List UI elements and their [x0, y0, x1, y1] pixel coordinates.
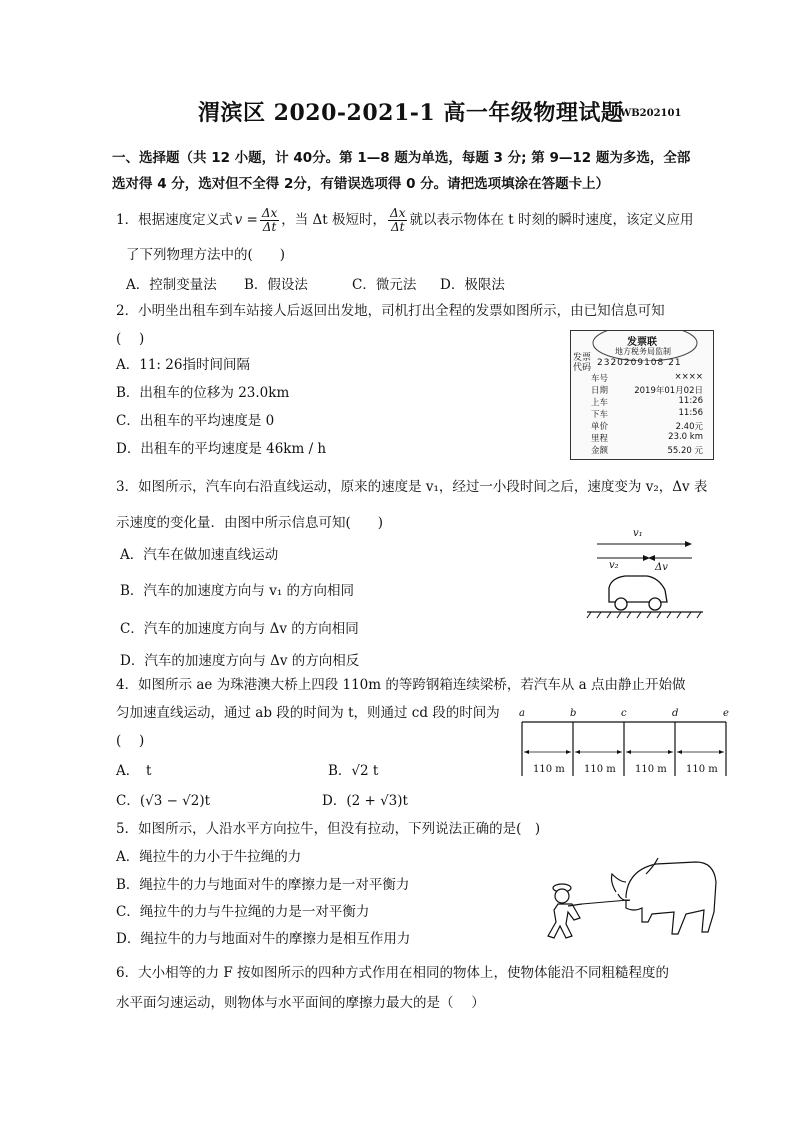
receipt-row — [591, 408, 703, 420]
q5-option-d: D．绳拉牛的力与地面对牛的摩擦力是相互作用力 — [116, 931, 411, 947]
q3-option-c: C．汽车的加速度方向与 Δv 的方向相同 — [120, 621, 359, 637]
q3-stem-line2: 示速度的变化量．由图中所示信息可知( ) — [116, 515, 384, 531]
q5-option-c: C．绳拉牛的力与牛拉绳的力是一对平衡力 — [116, 904, 370, 920]
v2-arrow — [597, 555, 650, 561]
receipt-row — [591, 384, 703, 396]
bridge-point-b: b — [570, 708, 577, 719]
exam-code: WB202101 — [620, 108, 682, 119]
section1-line1: 一、选择题（共 12 小题，计 40分。第 1—8 题为单选，每题 3 分; 第 9—12 题为多选，全部 — [112, 150, 691, 166]
q1-line1 — [116, 202, 693, 238]
receipt-key: 上车 — [591, 398, 609, 408]
section1-line2: 选对得 4 分，选对但不全得 2分，有错误选项得 0 分。请把选项填涂在答题卡上） — [112, 176, 610, 192]
receipt-key: 下车 — [591, 410, 609, 420]
receipt-key: 单价 — [591, 422, 609, 432]
bridge-point-e: e — [723, 708, 729, 719]
receipt-value: 55.20 元 — [667, 446, 703, 456]
label-v1: v₁ — [633, 528, 643, 539]
q1-option-a: A．控制变量法 — [126, 277, 217, 293]
q1-prefix: 1．根据速度定义式 — [116, 212, 233, 228]
q4-option-d: D．(2 + √3)t — [322, 793, 408, 809]
q1-frac-num: Δx — [261, 205, 278, 220]
q4-stem-line2: 匀加速直线运动，通过 ab 段的时间为 t，则通过 cd 段的时间为 — [116, 705, 500, 721]
q3-option-d: D．汽车的加速度方向与 Δv 的方向相反 — [120, 653, 360, 669]
q4-stem-line1: 4．如图所示 ae 为珠港澳大桥上四段 110m 的等跨钢箱连续梁桥，若汽车从 a 点由静止开始做 — [116, 677, 686, 693]
q3-stem-line1: 3．如图所示，汽车向右沿直线运动，原来的速度是 v₁，经过一小段时间之后，速度变为 v₂，Δv 表 — [116, 479, 708, 495]
receipt-row — [591, 444, 703, 456]
ox-icon — [612, 858, 717, 934]
receipt-code: 2320209108 21 — [597, 358, 682, 368]
car-icon — [609, 576, 667, 610]
dv-arrow — [648, 555, 692, 561]
receipt-key: 金额 — [591, 446, 609, 456]
man-pulling-ox-figure — [546, 852, 726, 942]
bridge-point-c: c — [621, 708, 627, 719]
q5-option-a: A．绳拉牛的力小于牛拉绳的力 — [116, 849, 302, 865]
receipt-code-label: 发票代码 — [573, 353, 592, 373]
person-icon — [548, 884, 582, 938]
taxi-receipt — [570, 330, 714, 460]
bridge-point-d: d — [672, 708, 679, 719]
receipt-key: 车号 — [591, 374, 609, 384]
receipt-row — [591, 396, 703, 408]
q1-v-eq: v = — [234, 212, 258, 228]
receipt-row — [591, 432, 703, 444]
q3-option-a: A．汽车在做加速直线运动 — [120, 547, 279, 563]
bridge-point-a: a — [519, 708, 525, 719]
q1-option-b: B．假设法 — [244, 277, 308, 293]
receipt-key: 日期 — [591, 386, 609, 396]
bridge-segment-label: 110 m — [584, 764, 616, 775]
receipt-value: 11:26 — [678, 396, 703, 406]
q3-option-b: B．汽车的加速度方向与 v₁ 的方向相同 — [120, 583, 355, 599]
exam-title: 渭滨区 2020-2021-1 高一年级物理试题 — [198, 100, 624, 126]
v1-arrow — [597, 541, 692, 547]
q2-stem-line2: ( ) — [116, 331, 145, 347]
q1-frac2-den: Δt — [391, 219, 405, 234]
receipt-value: 2.40元 — [675, 422, 703, 432]
q6-stem-line2: 水平面匀速运动，则物体与水平面间的摩擦力最大的是（ ） — [116, 995, 485, 1011]
receipt-key: 里程 — [591, 434, 609, 444]
receipt-value: 23.0 km — [668, 432, 703, 442]
q1-frac-den: Δt — [262, 219, 277, 234]
receipt-row — [591, 420, 703, 432]
receipt-value: 2019年01月02日 — [634, 386, 703, 396]
label-v2: v₂ — [609, 560, 619, 571]
q1-tail: 就以表示物体在 t 时刻的瞬时速度，该定义应用 — [409, 212, 694, 228]
receipt-stamp: 地方税务局监制 — [615, 347, 671, 356]
q1-fraction-2 — [388, 207, 407, 234]
q2-stem-line1: 2．小明坐出租车到车站接人后返回出发地，司机打出全程的发票如图所示，由已知信息可知 — [116, 303, 665, 319]
q1-frac2-num: Δx — [390, 205, 406, 220]
q5-stem: 5．如图所示，人沿水平方向拉牛，但没有拉动，下列说法正确的是( ) — [116, 821, 541, 837]
q2-option-b: B．出租车的位移为 23.0km — [116, 385, 290, 401]
q2-option-a: A．11: 26指时间间隔 — [116, 357, 250, 373]
q2-option-d: D．出租车的平均速度是 46km / h — [116, 441, 327, 457]
q5-option-b: B．绳拉牛的力与地面对牛的摩擦力是一对平衡力 — [116, 877, 410, 893]
q4-option-c: C．(√3 − √2)t — [116, 793, 211, 809]
bridge-segment-label: 110 m — [635, 764, 667, 775]
q4-option-b: B．√2 t — [328, 763, 379, 779]
q1-option-d: D．极限法 — [440, 277, 505, 293]
q4-option-a: A． t — [116, 763, 152, 779]
receipt-header: 发票联 — [627, 337, 657, 348]
ground-icon — [587, 612, 703, 618]
bridge-segment-label: 110 m — [686, 764, 718, 775]
q4-stem-line3: ( ) — [116, 733, 145, 749]
q6-stem-line1: 6．大小相等的力 F 按如图所示的四种方式作用在相同的物体上，使物体能沿不同粗糙程度的 — [116, 965, 670, 981]
q1-option-c: C．微元法 — [352, 277, 417, 293]
receipt-value: ×××× — [674, 372, 703, 382]
label-dv: Δv — [655, 562, 668, 573]
rope — [582, 900, 628, 904]
q1-fraction-1 — [260, 207, 279, 234]
q1-line2: 了下列物理方法中的( ) — [126, 247, 286, 263]
car-velocity-figure — [585, 528, 705, 620]
q2-option-c: C．出租车的平均速度是 0 — [116, 413, 275, 429]
bridge-segment-label: 110 m — [533, 764, 565, 775]
q1-mid: ，当 Δt 极短时， — [281, 212, 387, 228]
receipt-value: 11:56 — [678, 408, 703, 418]
receipt-row — [591, 372, 703, 384]
